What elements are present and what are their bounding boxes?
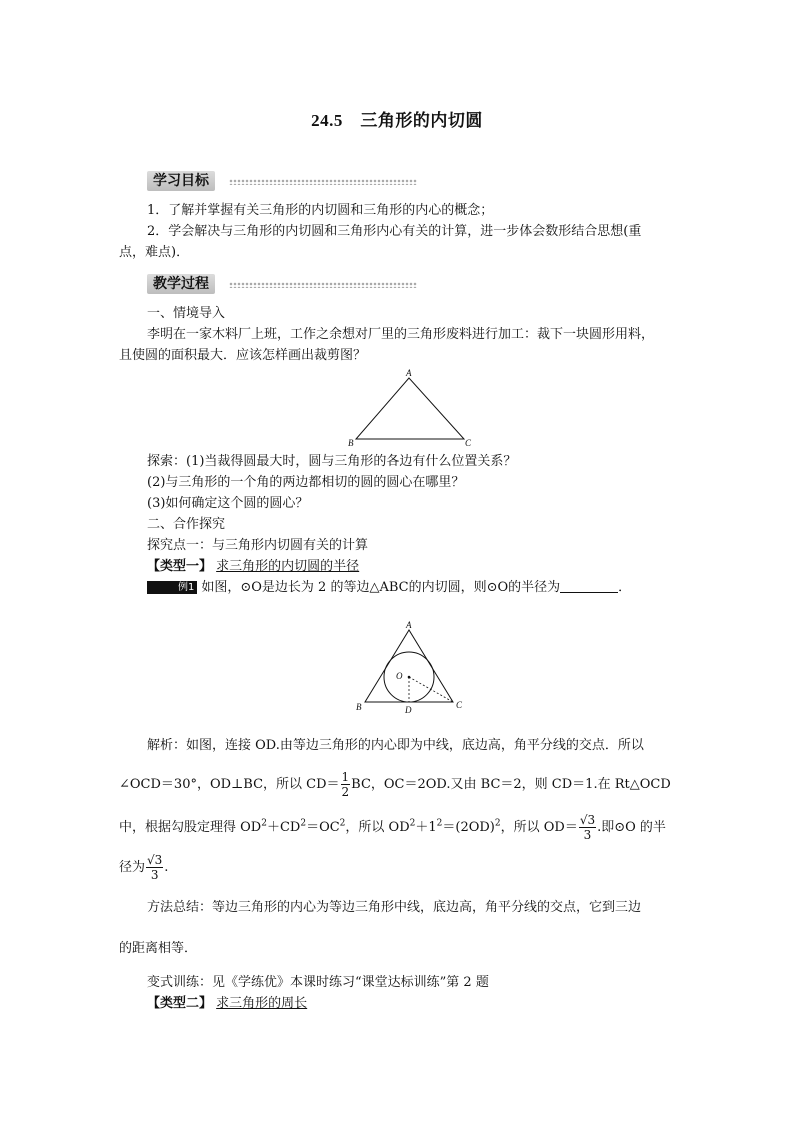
dotted-rule bbox=[229, 282, 417, 288]
vertex-label-c: C bbox=[465, 438, 472, 448]
page-title: 24.5 三角形的内切圆 bbox=[311, 111, 483, 130]
explore-1: 探索：(1)当裁得圆最大时，圆与三角形的各边有什么位置关系？ bbox=[147, 454, 517, 469]
example-tag: 例1 bbox=[147, 581, 197, 594]
center-point bbox=[408, 676, 411, 679]
analysis-line-1: 解析：如图，连接 OD.由等边三角形的内心即为中线，底边高，角平分线的交点．所以 bbox=[147, 738, 644, 753]
vertex-label-b: B bbox=[356, 702, 362, 712]
summary-line-1: 方法总结：等边三角形的内心为等边三角形中线，底边高，角平分线的交点，它到三边 bbox=[147, 900, 642, 915]
explore-3: (3)如何确定这个圆的圆心？ bbox=[147, 496, 309, 511]
analysis-line-3: 中，根据勾股定理得 $OD^2+CD^2=OC^2$，所以 $OD^2+1^2=(2OD)^2$，所以 OD＝ $\frac{√3}{3}$ .即⊙O 的半 bbox=[119, 813, 666, 842]
example-text: 如图，⊙O是边长为 2 的等边△ABC的内切圆，则⊙O的半径为 bbox=[201, 580, 561, 595]
segment-oc bbox=[409, 677, 453, 702]
triangle-figure bbox=[340, 366, 480, 450]
type-title: 求三角形的内切圆的半径 bbox=[216, 559, 360, 574]
goal-1: 1．了解并掌握有关三角形的内切圆和三角形的内心的概念； bbox=[147, 203, 494, 218]
summary-line-2: 的距离相等． bbox=[119, 941, 198, 956]
section-label: 教学过程 bbox=[147, 274, 215, 294]
type-tag: 【类型一】 bbox=[147, 559, 213, 574]
incircle-figure bbox=[340, 618, 480, 716]
section-label: 学习目标 bbox=[147, 171, 215, 191]
triangle-abc bbox=[356, 378, 464, 439]
variant-exercise: 变式训练：见《学练优》本课时练习“课堂达标训练”第 2 题 bbox=[147, 975, 489, 990]
analysis-line-2: ∠OCD＝30°，OD⊥BC，所以 CD＝ $\frac{1}{2}$ BC，OC＝2OD.又由 BC＝2，则 CD＝1.在 Rt△OCD bbox=[119, 770, 671, 799]
type-tag: 【类型二】 bbox=[147, 996, 213, 1011]
point-label-d: D bbox=[405, 705, 412, 715]
vertex-label-c: C bbox=[456, 700, 463, 710]
type-title: 求三角形的周长 bbox=[216, 996, 308, 1011]
fraction: $\frac{√3}{3}$ bbox=[147, 853, 163, 882]
dotted-rule bbox=[229, 179, 417, 185]
type1-heading bbox=[119, 556, 659, 577]
point1-heading: 探究点一：与三角形内切圆有关的计算 bbox=[147, 538, 369, 553]
explore-2: (2)与三角形的一个角的两边都相切的圆的圆心在哪里？ bbox=[147, 475, 465, 490]
section-header-process bbox=[147, 274, 417, 296]
vertex-label-a: A bbox=[406, 620, 412, 630]
example-1: 例1 如图，⊙O是边长为 2 的等边△ABC的内切圆，则⊙O的半径为 ． bbox=[119, 577, 679, 598]
intro-heading: 一、情境导入 bbox=[147, 306, 226, 321]
vertex-label-a: A bbox=[406, 368, 412, 378]
triangle-abc bbox=[365, 630, 453, 702]
center-label-o: O bbox=[396, 671, 403, 681]
intro-text: 李明在一家木料厂上班，工作之余想对厂里的三角形废料进行加工：裁下一块圆形用料，且使圆的面积最大．应该怎样画出裁剪图？ bbox=[119, 327, 655, 363]
part2-heading: 二、合作探究 bbox=[147, 517, 226, 532]
fraction: $\frac{1}{2}$ bbox=[341, 770, 350, 799]
type2-heading bbox=[119, 993, 659, 1014]
analysis-line-4: 径为 $\frac{√3}{3}$ . bbox=[119, 853, 169, 882]
goal-2: 2．学会解决与三角形的内切圆和三角形内心有关的计算，进一步体会数形结合思想(重点，难点)． bbox=[119, 224, 642, 260]
fraction: $\frac{√3}{3}$ bbox=[579, 813, 596, 842]
answer-blank bbox=[560, 580, 618, 593]
vertex-label-b: B bbox=[348, 438, 354, 448]
section-header-goals bbox=[147, 171, 417, 193]
